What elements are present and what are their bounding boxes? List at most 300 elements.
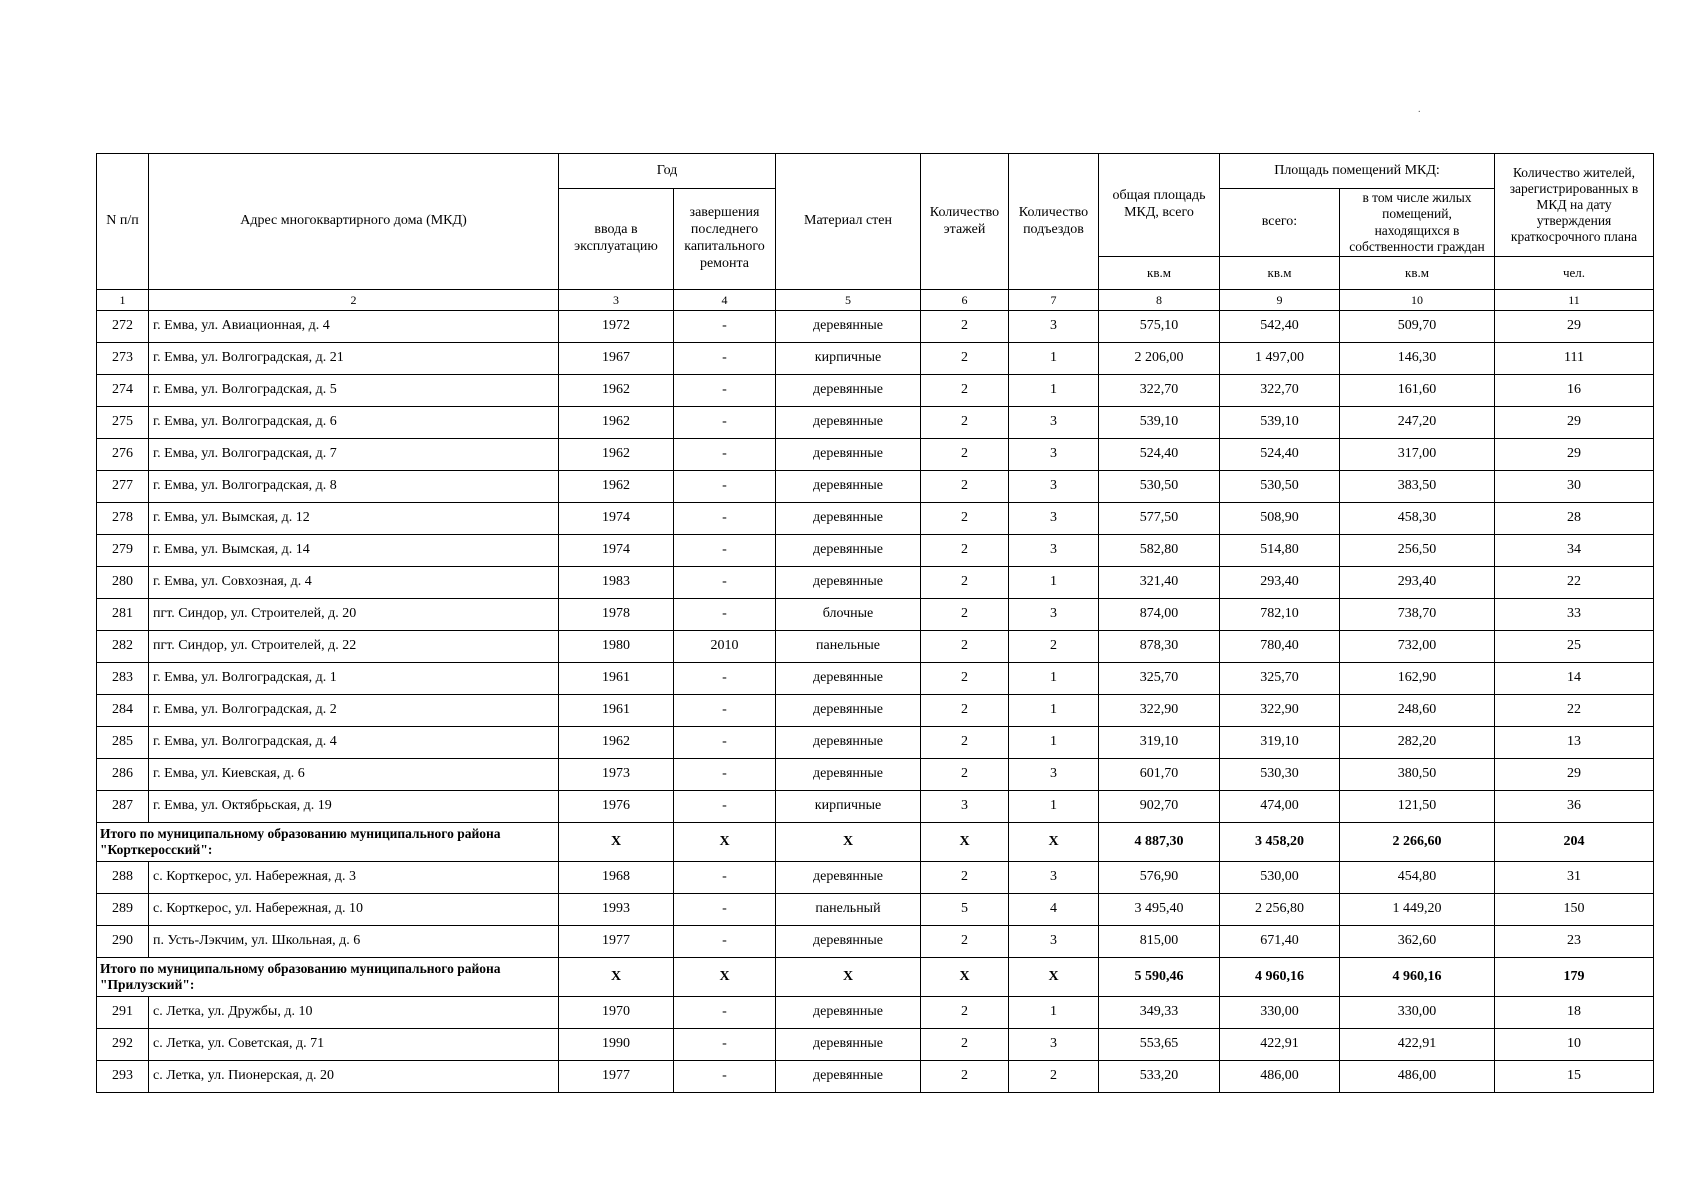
cell-total-area: 321,40 — [1099, 567, 1220, 599]
cell-residents: 23 — [1495, 926, 1654, 958]
column-number: 5 — [776, 290, 921, 311]
cell-entrances: 3 — [1009, 503, 1099, 535]
cell-floors: 2 — [921, 727, 1009, 759]
cell-area-private: 732,00 — [1340, 631, 1495, 663]
cell-repair-year: X — [674, 823, 776, 862]
cell-year: 1974 — [559, 535, 674, 567]
cell-total-area: 322,70 — [1099, 375, 1220, 407]
cell-floors: 2 — [921, 926, 1009, 958]
cell-address: г. Емва, ул. Волгоградская, д. 5 — [149, 375, 559, 407]
cell-floors: 5 — [921, 894, 1009, 926]
cell-walls: деревянные — [776, 997, 921, 1029]
cell-entrances: 1 — [1009, 567, 1099, 599]
header-year-repair: завершения последнего капитального ремонта — [674, 189, 776, 290]
cell-total-area: 582,80 — [1099, 535, 1220, 567]
cell-address: г. Емва, ул. Октябрьская, д. 19 — [149, 791, 559, 823]
column-number: 1 — [97, 290, 149, 311]
cell-area-private: 509,70 — [1340, 311, 1495, 343]
cell-repair-year: - — [674, 343, 776, 375]
cell-residents: 34 — [1495, 535, 1654, 567]
cell-repair-year: 2010 — [674, 631, 776, 663]
cell-area-all: 514,80 — [1220, 535, 1340, 567]
cell-residents: 179 — [1495, 958, 1654, 997]
cell-area-private: 293,40 — [1340, 567, 1495, 599]
total-row — [97, 823, 1654, 862]
cell-year: 1961 — [559, 663, 674, 695]
cell-walls: кирпичные — [776, 791, 921, 823]
cell-year: 1976 — [559, 791, 674, 823]
cell-entrances: 1 — [1009, 727, 1099, 759]
cell-number: 278 — [97, 503, 149, 535]
cell-residents: 29 — [1495, 439, 1654, 471]
cell-entrances: 1 — [1009, 791, 1099, 823]
cell-walls: панельный — [776, 894, 921, 926]
cell-address: г. Емва, ул. Волгоградская, д. 7 — [149, 439, 559, 471]
cell-repair-year: - — [674, 727, 776, 759]
cell-repair-year: - — [674, 471, 776, 503]
table-row — [97, 1061, 1654, 1093]
cell-total-area: 349,33 — [1099, 997, 1220, 1029]
cell-area-all: 530,00 — [1220, 862, 1340, 894]
cell-area-private: 486,00 — [1340, 1061, 1495, 1093]
cell-total-area: 3 495,40 — [1099, 894, 1220, 926]
cell-residents: 25 — [1495, 631, 1654, 663]
header-area-group: Площадь помещений МКД: — [1220, 154, 1495, 189]
cell-address: г. Емва, ул. Совхозная, д. 4 — [149, 567, 559, 599]
cell-year: X — [559, 958, 674, 997]
cell-entrances: 3 — [1009, 862, 1099, 894]
cell-total-area: 530,50 — [1099, 471, 1220, 503]
cell-residents: 14 — [1495, 663, 1654, 695]
cell-residents: 111 — [1495, 343, 1654, 375]
column-number: 2 — [149, 290, 559, 311]
table-row — [97, 599, 1654, 631]
cell-entrances: 1 — [1009, 663, 1099, 695]
cell-floors: 2 — [921, 759, 1009, 791]
cell-residents: 22 — [1495, 695, 1654, 727]
cell-year: 1993 — [559, 894, 674, 926]
cell-number: 280 — [97, 567, 149, 599]
cell-entrances: 3 — [1009, 535, 1099, 567]
header-total-area: общая площадь МКД, всего — [1099, 154, 1220, 257]
cell-area-all: 319,10 — [1220, 727, 1340, 759]
cell-entrances: 3 — [1009, 759, 1099, 791]
table-row — [97, 894, 1654, 926]
cell-entrances: 4 — [1009, 894, 1099, 926]
cell-total-area: 576,90 — [1099, 862, 1220, 894]
cell-floors: 2 — [921, 695, 1009, 727]
unit-total-area: кв.м — [1099, 257, 1220, 290]
cell-area-all: 322,90 — [1220, 695, 1340, 727]
cell-year: 1968 — [559, 862, 674, 894]
cell-area-private: 121,50 — [1340, 791, 1495, 823]
cell-entrances: 1 — [1009, 375, 1099, 407]
cell-area-private: 383,50 — [1340, 471, 1495, 503]
cell-repair-year: - — [674, 791, 776, 823]
header-residents: Количество жителей, зарегистрированных в МКД на дату утверждения краткосрочного плана — [1495, 154, 1654, 257]
cell-area-all: 1 497,00 — [1220, 343, 1340, 375]
table-row — [97, 343, 1654, 375]
cell-area-all: 4 960,16 — [1220, 958, 1340, 997]
table-row — [97, 535, 1654, 567]
header-area-all: всего: — [1220, 189, 1340, 257]
cell-area-all: 330,00 — [1220, 997, 1340, 1029]
cell-area-private: 247,20 — [1340, 407, 1495, 439]
table-header — [97, 154, 1654, 311]
cell-total-area: 524,40 — [1099, 439, 1220, 471]
cell-number: 272 — [97, 311, 149, 343]
cell-address: г. Емва, ул. Киевская, д. 6 — [149, 759, 559, 791]
cell-residents: 16 — [1495, 375, 1654, 407]
cell-floors: 2 — [921, 439, 1009, 471]
cell-floors: 3 — [921, 791, 1009, 823]
cell-area-private: 162,90 — [1340, 663, 1495, 695]
cell-address: пгт. Синдор, ул. Строителей, д. 20 — [149, 599, 559, 631]
cell-repair-year: - — [674, 997, 776, 1029]
cell-residents: 33 — [1495, 599, 1654, 631]
cell-number: 276 — [97, 439, 149, 471]
unit-area-all: кв.м — [1220, 257, 1340, 290]
table-row — [97, 663, 1654, 695]
cell-residents: 29 — [1495, 759, 1654, 791]
cell-repair-year: - — [674, 599, 776, 631]
cell-address: с. Корткерос, ул. Набережная, д. 10 — [149, 894, 559, 926]
table-row — [97, 567, 1654, 599]
housing-table — [96, 153, 1654, 1093]
unit-area-private: кв.м — [1340, 257, 1495, 290]
cell-walls: деревянные — [776, 862, 921, 894]
cell-number: 283 — [97, 663, 149, 695]
cell-residents: 204 — [1495, 823, 1654, 862]
cell-walls: блочные — [776, 599, 921, 631]
cell-repair-year: - — [674, 1061, 776, 1093]
cell-area-private: 282,20 — [1340, 727, 1495, 759]
cell-entrances: 2 — [1009, 631, 1099, 663]
cell-area-all: 422,91 — [1220, 1029, 1340, 1061]
table-row — [97, 926, 1654, 958]
cell-floors: 2 — [921, 567, 1009, 599]
cell-year: 1974 — [559, 503, 674, 535]
cell-walls: деревянные — [776, 1061, 921, 1093]
cell-number: 275 — [97, 407, 149, 439]
cell-walls: деревянные — [776, 535, 921, 567]
table-row — [97, 375, 1654, 407]
cell-number: 287 — [97, 791, 149, 823]
column-number: 9 — [1220, 290, 1340, 311]
cell-year: 1970 — [559, 997, 674, 1029]
cell-floors: 2 — [921, 997, 1009, 1029]
cell-address: г. Емва, ул. Волгоградская, д. 2 — [149, 695, 559, 727]
cell-walls: деревянные — [776, 503, 921, 535]
cell-area-all: 508,90 — [1220, 503, 1340, 535]
cell-repair-year: - — [674, 663, 776, 695]
cell-walls: деревянные — [776, 375, 921, 407]
cell-entrances: 3 — [1009, 471, 1099, 503]
unit-residents: чел. — [1495, 257, 1654, 290]
cell-repair-year: - — [674, 311, 776, 343]
cell-entrances: 3 — [1009, 439, 1099, 471]
cell-walls: деревянные — [776, 471, 921, 503]
cell-floors: 2 — [921, 663, 1009, 695]
cell-total-area: 902,70 — [1099, 791, 1220, 823]
table-row — [97, 791, 1654, 823]
cell-area-private: 458,30 — [1340, 503, 1495, 535]
cell-residents: 18 — [1495, 997, 1654, 1029]
cell-entrances: 3 — [1009, 926, 1099, 958]
cell-repair-year: - — [674, 407, 776, 439]
table-row — [97, 407, 1654, 439]
cell-area-private: 1 449,20 — [1340, 894, 1495, 926]
column-numbers-row — [97, 290, 1654, 311]
cell-repair-year: X — [674, 958, 776, 997]
cell-total-area: 874,00 — [1099, 599, 1220, 631]
cell-repair-year: - — [674, 375, 776, 407]
cell-repair-year: - — [674, 894, 776, 926]
cell-year: 1990 — [559, 1029, 674, 1061]
cell-walls: деревянные — [776, 439, 921, 471]
cell-residents: 22 — [1495, 567, 1654, 599]
table-row — [97, 1029, 1654, 1061]
cell-area-all: 325,70 — [1220, 663, 1340, 695]
cell-total-area: 575,10 — [1099, 311, 1220, 343]
cell-entrances: X — [1009, 823, 1099, 862]
cell-repair-year: - — [674, 1029, 776, 1061]
cell-area-all: 322,70 — [1220, 375, 1340, 407]
cell-area-all: 293,40 — [1220, 567, 1340, 599]
total-label: Итого по муниципальному образованию муниципального района "Корткеросский": — [97, 823, 559, 862]
cell-address: г. Емва, ул. Волгоградская, д. 4 — [149, 727, 559, 759]
cell-floors: X — [921, 823, 1009, 862]
cell-repair-year: - — [674, 439, 776, 471]
cell-number: 289 — [97, 894, 149, 926]
cell-address: г. Емва, ул. Вымская, д. 14 — [149, 535, 559, 567]
cell-repair-year: - — [674, 759, 776, 791]
cell-walls: деревянные — [776, 311, 921, 343]
column-number: 7 — [1009, 290, 1099, 311]
cell-repair-year: - — [674, 567, 776, 599]
cell-entrances: 1 — [1009, 997, 1099, 1029]
cell-total-area: 533,20 — [1099, 1061, 1220, 1093]
cell-area-all: 486,00 — [1220, 1061, 1340, 1093]
table-row — [97, 631, 1654, 663]
cell-entrances: 1 — [1009, 695, 1099, 727]
cell-walls: панельные — [776, 631, 921, 663]
cell-area-all: 542,40 — [1220, 311, 1340, 343]
cell-area-private: 362,60 — [1340, 926, 1495, 958]
cell-floors: 2 — [921, 1061, 1009, 1093]
header-area-private: в том числе жилых помещений, находящихся в собственности граждан — [1340, 189, 1495, 257]
cell-total-area: 539,10 — [1099, 407, 1220, 439]
table-row — [97, 862, 1654, 894]
cell-address: г. Емва, ул. Волгоградская, д. 6 — [149, 407, 559, 439]
cell-area-private: 738,70 — [1340, 599, 1495, 631]
cell-area-all: 530,50 — [1220, 471, 1340, 503]
header-year-commission: ввода в эксплуатацию — [559, 189, 674, 290]
cell-floors: 2 — [921, 311, 1009, 343]
cell-floors: 2 — [921, 862, 1009, 894]
cell-number: 292 — [97, 1029, 149, 1061]
cell-year: X — [559, 823, 674, 862]
cell-repair-year: - — [674, 535, 776, 567]
cell-area-private: 2 266,60 — [1340, 823, 1495, 862]
cell-total-area: 2 206,00 — [1099, 343, 1220, 375]
column-number: 8 — [1099, 290, 1220, 311]
table-row — [97, 471, 1654, 503]
cell-area-all: 2 256,80 — [1220, 894, 1340, 926]
cell-area-private: 161,60 — [1340, 375, 1495, 407]
cell-repair-year: - — [674, 695, 776, 727]
cell-walls: деревянные — [776, 759, 921, 791]
cell-entrances: 3 — [1009, 599, 1099, 631]
cell-address: г. Емва, ул. Волгоградская, д. 21 — [149, 343, 559, 375]
cell-area-all: 530,30 — [1220, 759, 1340, 791]
cell-year: 1962 — [559, 439, 674, 471]
column-number: 3 — [559, 290, 674, 311]
cell-year: 1980 — [559, 631, 674, 663]
cell-address: пгт. Синдор, ул. Строителей, д. 22 — [149, 631, 559, 663]
cell-area-private: 146,30 — [1340, 343, 1495, 375]
cell-residents: 10 — [1495, 1029, 1654, 1061]
total-row — [97, 958, 1654, 997]
cell-total-area: 553,65 — [1099, 1029, 1220, 1061]
header-num: N п/п — [97, 154, 149, 290]
cell-number: 279 — [97, 535, 149, 567]
cell-area-all: 671,40 — [1220, 926, 1340, 958]
cell-address: с. Корткерос, ул. Набережная, д. 3 — [149, 862, 559, 894]
table-body — [97, 311, 1654, 1093]
cell-year: 1967 — [559, 343, 674, 375]
cell-number: 281 — [97, 599, 149, 631]
cell-residents: 29 — [1495, 311, 1654, 343]
cell-year: 1977 — [559, 1061, 674, 1093]
cell-address: с. Летка, ул. Пионерская, д. 20 — [149, 1061, 559, 1093]
header-floors: Количество этажей — [921, 154, 1009, 290]
cell-entrances: X — [1009, 958, 1099, 997]
header-year-group: Год — [559, 154, 776, 189]
header-address: Адрес многоквартирного дома (МКД) — [149, 154, 559, 290]
cell-area-all: 780,40 — [1220, 631, 1340, 663]
cell-walls: деревянные — [776, 695, 921, 727]
cell-area-all: 3 458,20 — [1220, 823, 1340, 862]
cell-floors: X — [921, 958, 1009, 997]
cell-floors: 2 — [921, 599, 1009, 631]
cell-residents: 30 — [1495, 471, 1654, 503]
cell-number: 293 — [97, 1061, 149, 1093]
cell-floors: 2 — [921, 343, 1009, 375]
cell-address: п. Усть-Лэкчим, ул. Школьная, д. 6 — [149, 926, 559, 958]
cell-repair-year: - — [674, 862, 776, 894]
cell-residents: 15 — [1495, 1061, 1654, 1093]
cell-number: 274 — [97, 375, 149, 407]
table-row — [97, 311, 1654, 343]
cell-number: 288 — [97, 862, 149, 894]
cell-walls: деревянные — [776, 407, 921, 439]
cell-area-private: 317,00 — [1340, 439, 1495, 471]
column-number: 11 — [1495, 290, 1654, 311]
cell-area-all: 539,10 — [1220, 407, 1340, 439]
cell-floors: 2 — [921, 471, 1009, 503]
cell-total-area: 5 590,46 — [1099, 958, 1220, 997]
cell-area-private: 248,60 — [1340, 695, 1495, 727]
cell-year: 1961 — [559, 695, 674, 727]
cell-year: 1962 — [559, 407, 674, 439]
cell-walls: X — [776, 958, 921, 997]
cell-residents: 36 — [1495, 791, 1654, 823]
cell-area-private: 422,91 — [1340, 1029, 1495, 1061]
cell-entrances: 2 — [1009, 1061, 1099, 1093]
table-row — [97, 695, 1654, 727]
table-row — [97, 759, 1654, 791]
cell-floors: 2 — [921, 503, 1009, 535]
cell-number: 286 — [97, 759, 149, 791]
cell-entrances: 1 — [1009, 343, 1099, 375]
cell-floors: 2 — [921, 631, 1009, 663]
cell-number: 290 — [97, 926, 149, 958]
cell-year: 1973 — [559, 759, 674, 791]
cell-walls: деревянные — [776, 926, 921, 958]
cell-area-private: 380,50 — [1340, 759, 1495, 791]
cell-residents: 31 — [1495, 862, 1654, 894]
page-mark: . — [1418, 104, 1421, 115]
cell-floors: 2 — [921, 375, 1009, 407]
cell-year: 1978 — [559, 599, 674, 631]
cell-number: 284 — [97, 695, 149, 727]
cell-floors: 2 — [921, 407, 1009, 439]
cell-number: 291 — [97, 997, 149, 1029]
cell-area-all: 474,00 — [1220, 791, 1340, 823]
cell-address: г. Емва, ул. Авиационная, д. 4 — [149, 311, 559, 343]
table-row — [97, 503, 1654, 535]
column-number: 10 — [1340, 290, 1495, 311]
cell-area-all: 782,10 — [1220, 599, 1340, 631]
cell-floors: 2 — [921, 535, 1009, 567]
cell-total-area: 4 887,30 — [1099, 823, 1220, 862]
cell-total-area: 601,70 — [1099, 759, 1220, 791]
cell-total-area: 322,90 — [1099, 695, 1220, 727]
cell-entrances: 3 — [1009, 407, 1099, 439]
cell-walls: деревянные — [776, 567, 921, 599]
cell-area-private: 454,80 — [1340, 862, 1495, 894]
cell-repair-year: - — [674, 503, 776, 535]
cell-address: г. Емва, ул. Волгоградская, д. 8 — [149, 471, 559, 503]
cell-walls: кирпичные — [776, 343, 921, 375]
cell-area-private: 330,00 — [1340, 997, 1495, 1029]
cell-year: 1972 — [559, 311, 674, 343]
cell-year: 1962 — [559, 727, 674, 759]
cell-year: 1962 — [559, 471, 674, 503]
cell-entrances: 3 — [1009, 311, 1099, 343]
table-row — [97, 997, 1654, 1029]
cell-number: 277 — [97, 471, 149, 503]
cell-residents: 29 — [1495, 407, 1654, 439]
cell-address: с. Летка, ул. Советская, д. 71 — [149, 1029, 559, 1061]
cell-residents: 28 — [1495, 503, 1654, 535]
cell-year: 1983 — [559, 567, 674, 599]
cell-entrances: 3 — [1009, 1029, 1099, 1061]
cell-walls: деревянные — [776, 1029, 921, 1061]
cell-total-area: 878,30 — [1099, 631, 1220, 663]
cell-walls: деревянные — [776, 727, 921, 759]
cell-total-area: 815,00 — [1099, 926, 1220, 958]
table-row — [97, 439, 1654, 471]
cell-residents: 150 — [1495, 894, 1654, 926]
cell-walls: деревянные — [776, 663, 921, 695]
cell-total-area: 325,70 — [1099, 663, 1220, 695]
cell-number: 285 — [97, 727, 149, 759]
cell-area-all: 524,40 — [1220, 439, 1340, 471]
cell-address: г. Емва, ул. Волгоградская, д. 1 — [149, 663, 559, 695]
cell-total-area: 577,50 — [1099, 503, 1220, 535]
